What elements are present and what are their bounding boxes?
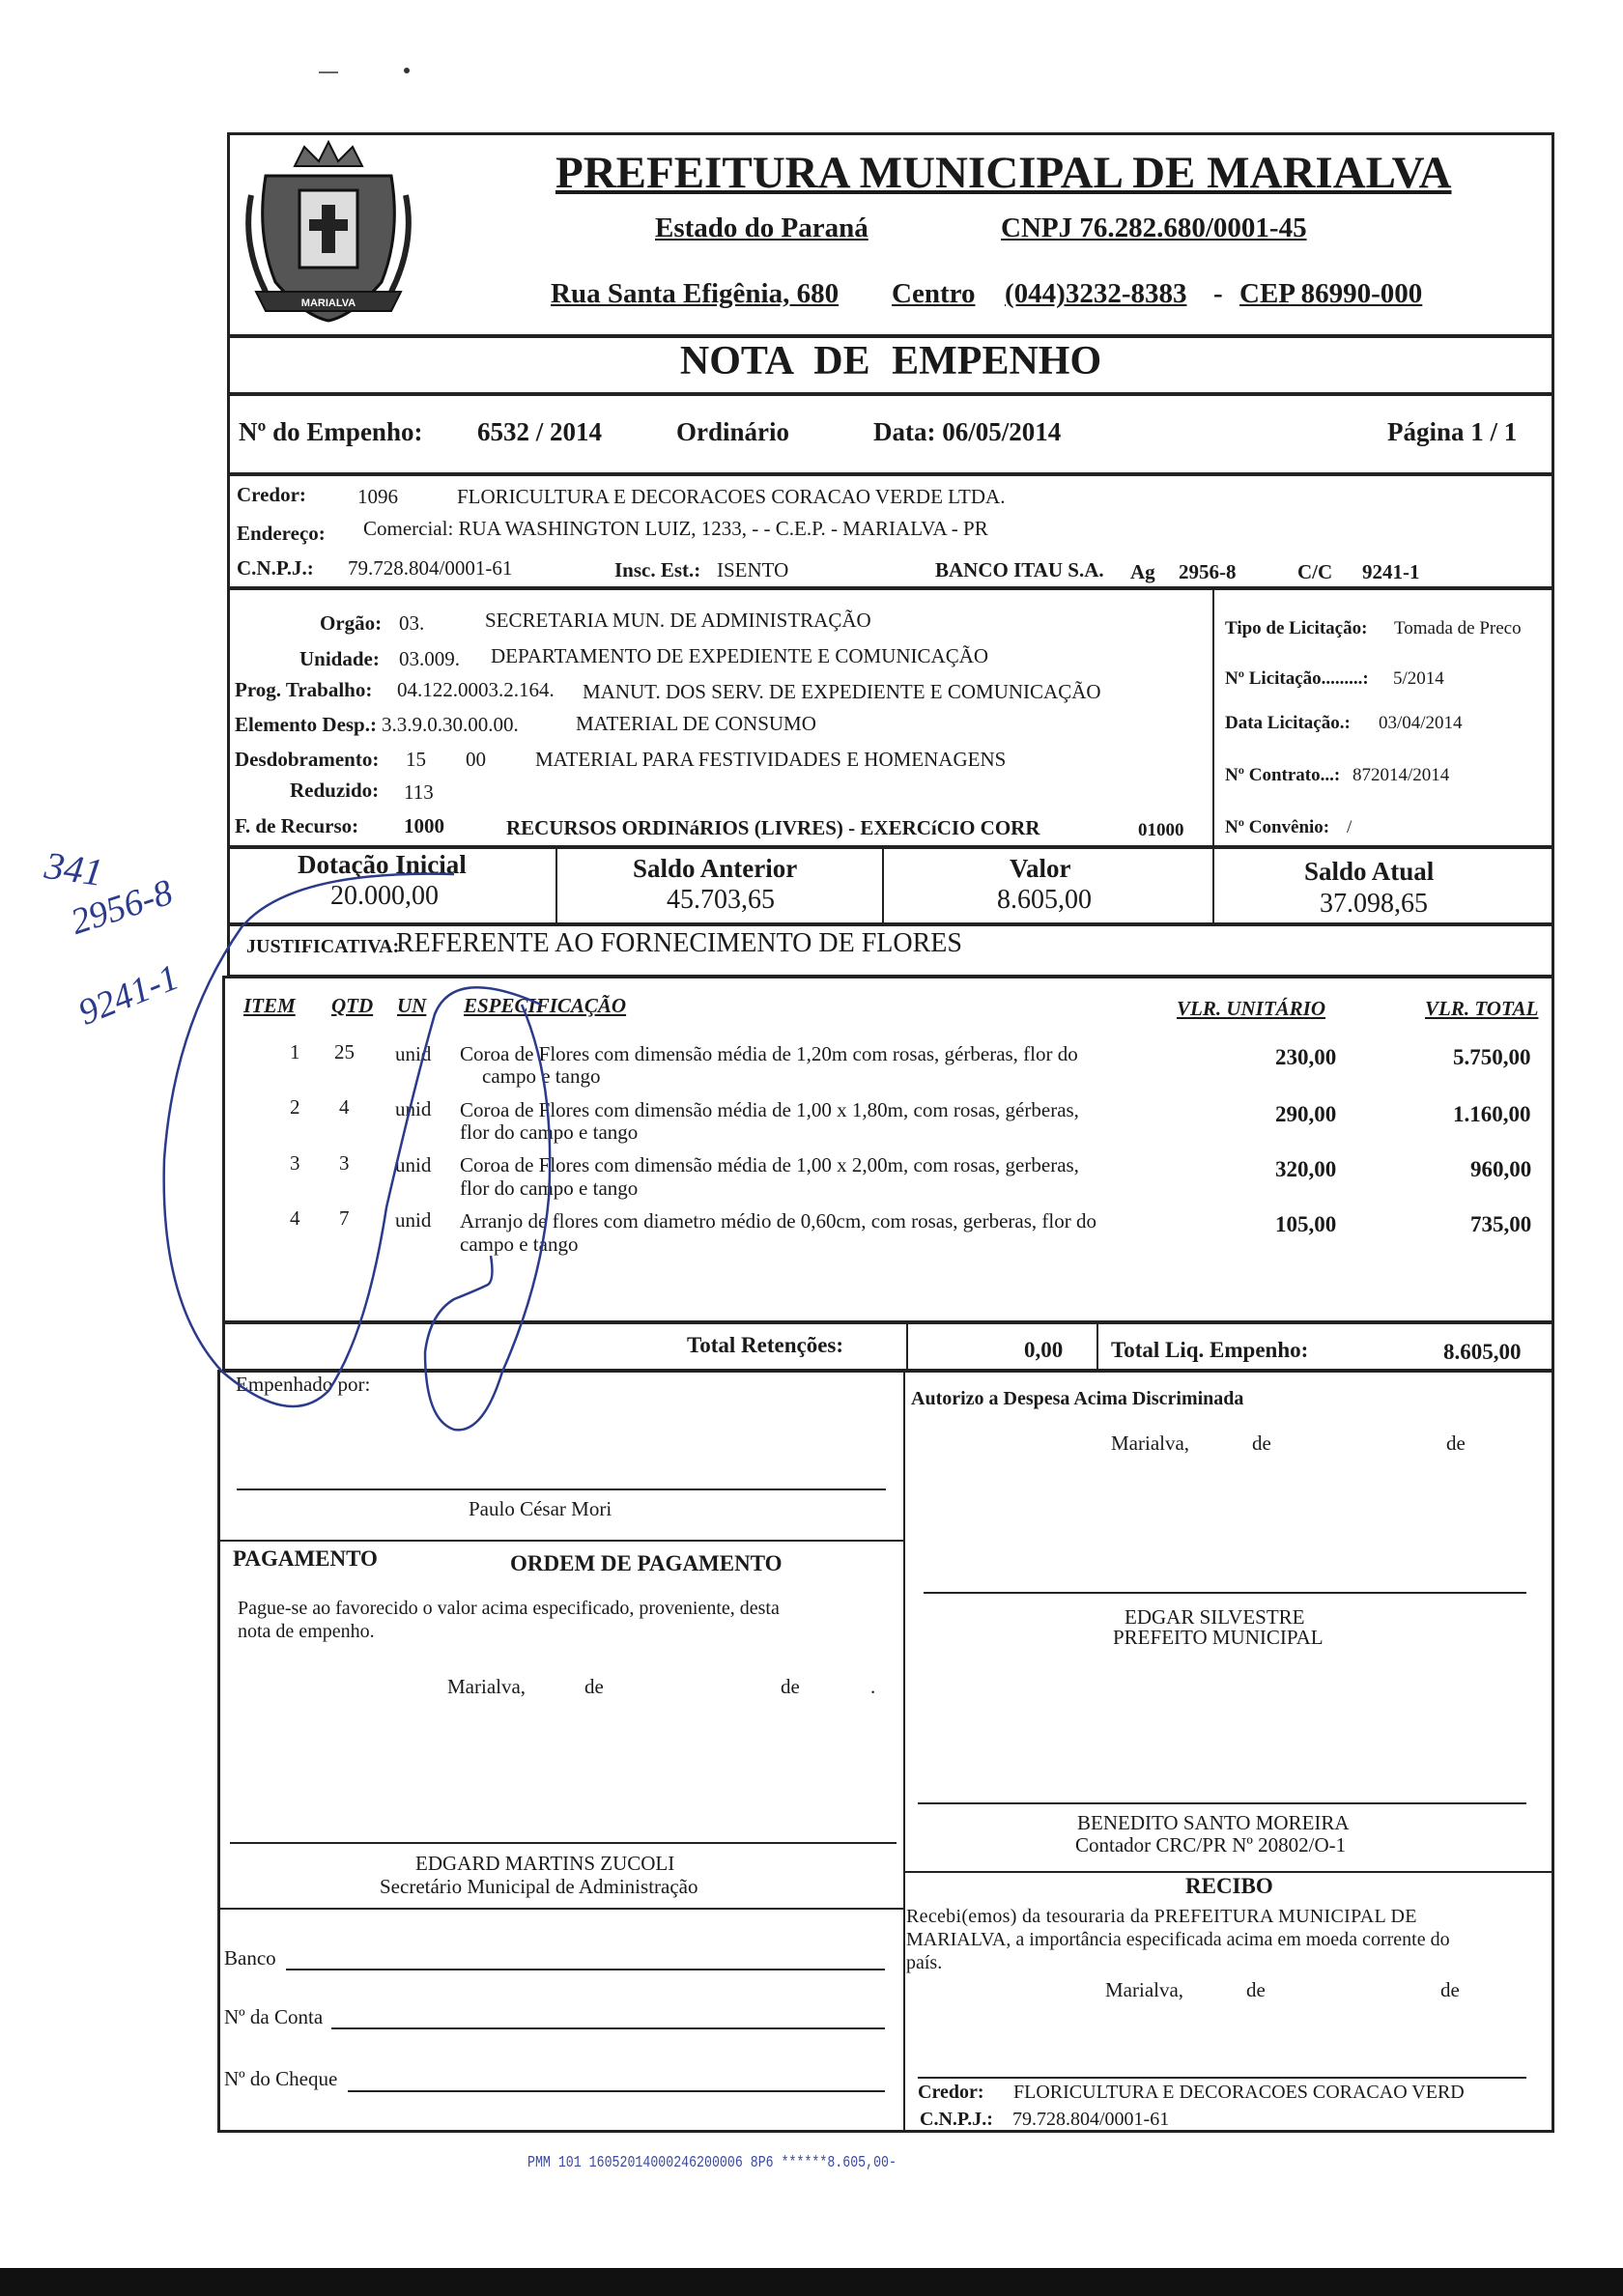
contador-name: BENEDITO SANTO MOREIRA — [1077, 1811, 1350, 1834]
handwritten-account: 9241-1 — [72, 956, 185, 1034]
dotacao-inicial-label: Dotação Inicial — [298, 850, 467, 879]
pagamento-city: Marialva, — [447, 1675, 527, 1698]
justificativa-text: REFERENTE AO FORNECIMENTO DE FLORES — [396, 928, 962, 958]
municipality-district: Centro — [892, 278, 976, 309]
elemento-label: Elemento Desp.: — [235, 713, 377, 736]
item-number: 4 — [290, 1206, 300, 1230]
svg-text:MARIALVA: MARIALVA — [300, 298, 356, 309]
payment-stamp: PMM 101 16052014000246200006 8P6 ******8.605,00- — [527, 2154, 897, 2172]
cheque-label: Nº do Cheque — [224, 2067, 338, 2090]
handwritten-agency: 2956-8 — [66, 871, 178, 943]
credor-cnpj: 79.728.804/0001-61 — [348, 556, 513, 580]
pagamento-label: PAGAMENTO — [233, 1546, 378, 1571]
signatures-box — [217, 1370, 1554, 2133]
handwritten-note: 341 — [42, 842, 106, 894]
item-qty: 3 — [339, 1151, 350, 1175]
saldo-anterior-value: 45.703,65 — [667, 885, 775, 915]
items-header-qtd: QTD — [331, 994, 374, 1017]
item-unit-type: unid — [395, 1042, 432, 1065]
pagamento-dot: . — [870, 1675, 876, 1698]
account-number: 9241-1 — [1362, 560, 1420, 583]
recurso-name: RECURSOS ORDINáRIOS (LIVRES) - EXERCíCIO CORR — [506, 816, 1040, 839]
credor-label: Credor: — [237, 483, 306, 506]
orgao-name: SECRETARIA MUN. DE ADMINISTRAÇÃO — [485, 609, 871, 632]
valor-label: Valor — [1010, 854, 1071, 883]
empenho-number-label: Nº do Empenho: — [239, 417, 423, 446]
divider — [219, 1908, 903, 1910]
secretario-name: EDGARD MARTINS ZUCOLI — [415, 1852, 675, 1875]
recibo-cnpj: 79.728.804/0001-61 — [1012, 2109, 1170, 2130]
signature-line — [918, 1802, 1526, 1804]
item-spec-line2: campo e tango — [460, 1233, 579, 1256]
recibo-credor-label: Credor: — [918, 2082, 984, 2103]
desdobramento-label: Desdobramento: — [235, 748, 380, 771]
item-number: 1 — [290, 1040, 300, 1063]
pagamento-text-line1: Pague-se ao favorecido o valor acima especificado, proveniente, desta — [238, 1598, 780, 1619]
recibo-cnpj-label: C.N.P.J.: — [920, 2109, 993, 2130]
prog-code: 04.122.0003.2.164. — [397, 678, 555, 701]
item-unit-price: 105,00 — [1275, 1212, 1337, 1236]
insc-value: ISENTO — [717, 558, 789, 581]
item-number: 3 — [290, 1151, 300, 1175]
pagamento-de1: de — [584, 1675, 604, 1698]
conta-line — [331, 2027, 885, 2029]
signature-line — [230, 1842, 897, 1844]
signature-line — [237, 1488, 886, 1490]
item-spec-line1: Coroa de Flores com dimensão média de 1,00 x 1,80m, com rosas, gérberas, — [460, 1098, 1079, 1121]
autorizo-city: Marialva, — [1111, 1431, 1190, 1455]
credor-name: FLORICULTURA E DECORACOES CORACAO VERDE LTDA. — [457, 485, 1006, 508]
recurso-code: 1000 — [404, 814, 444, 837]
licitacao-type: Tomada de Preco — [1394, 618, 1522, 638]
banco-label: Banco — [224, 1946, 276, 1970]
recibo-text-line3: país. — [906, 1952, 943, 1973]
municipality-cnpj: CNPJ 76.282.680/0001-45 — [1001, 213, 1307, 243]
municipal-crest-icon — [237, 137, 420, 330]
item-total: 5.750,00 — [1453, 1045, 1531, 1069]
autorizo-label: Autorizo a Despesa Acima Discriminada — [911, 1388, 1244, 1409]
secretario-role: Secretário Municipal de Administração — [380, 1875, 698, 1898]
items-box — [222, 976, 1554, 1323]
municipality-address: Rua Santa Efigênia, 680 — [551, 278, 840, 309]
reduzido-label: Reduzido: — [290, 779, 380, 802]
agency-label: Ag — [1130, 560, 1155, 583]
prefeito-name: EDGAR SILVESTRE — [1125, 1605, 1305, 1629]
item-unit-price: 290,00 — [1275, 1102, 1337, 1126]
divider — [555, 848, 557, 923]
licitacao-type-label: Tipo de Licitação: — [1225, 618, 1368, 638]
recibo-city: Marialva, — [1105, 1978, 1184, 2001]
page-number: Página 1 / 1 — [1387, 417, 1518, 446]
state-name: Estado do Paraná — [655, 213, 868, 243]
convenio-value: / — [1347, 817, 1352, 837]
item-spec-line1: Arranjo de flores com diametro médio de 0,60cm, com rosas, gerberas, flor do — [460, 1209, 1096, 1233]
reduzido-value: 113 — [404, 780, 434, 804]
licitacao-number-label: Nº Licitação.........: — [1225, 668, 1369, 689]
unidade-name: DEPARTAMENTO DE EXPEDIENTE E COMUNICAÇÃO — [491, 644, 989, 667]
pagamento-text-line2: nota de empenho. — [238, 1621, 375, 1642]
elemento-code: 3.3.9.0.30.00.00. — [382, 713, 519, 736]
municipality-title: PREFEITURA MUNICIPAL DE MARIALVA — [555, 148, 1452, 198]
item-unit-type: unid — [395, 1097, 432, 1120]
credor-address: Comercial: RUA WASHINGTON LUIZ, 1233, - - C.E.P. - MARIALVA - PR — [363, 517, 988, 540]
municipality-cep: CEP 86990-000 — [1239, 278, 1423, 309]
account-label: C/C — [1297, 560, 1333, 583]
divider — [219, 1540, 903, 1542]
divider — [903, 1372, 905, 2131]
autorizo-de2: de — [1446, 1431, 1466, 1455]
recibo-text-line1: Recebi(emos) da tesouraria da PREFEITURA MUNICIPAL DE — [906, 1906, 1417, 1927]
divider — [1212, 589, 1214, 846]
municipality-phone: (044)3232-8383 — [1005, 278, 1187, 309]
agency-number: 2956-8 — [1179, 560, 1237, 583]
item-unit-price: 230,00 — [1275, 1045, 1337, 1069]
empenho-number: 6532 / 2014 — [477, 417, 603, 446]
justificativa-label: JUSTIFICATIVA: — [246, 936, 400, 957]
saldo-atual-label: Saldo Atual — [1304, 857, 1435, 886]
item-spec-line2: campo e tango — [482, 1064, 601, 1088]
banco-line — [286, 1969, 885, 1970]
pagamento-de2: de — [781, 1675, 800, 1698]
prog-name: MANUT. DOS SERV. DE EXPEDIENTE E COMUNICAÇÃO — [583, 680, 1101, 703]
desdobramento-sub: 00 — [466, 748, 486, 771]
empenhado-name: Paulo César Mori — [469, 1497, 612, 1520]
liquido-value: 8.605,00 — [1443, 1340, 1522, 1364]
contrato-label: Nº Contrato...: — [1225, 765, 1341, 785]
item-spec-line2: flor do campo e tango — [460, 1176, 639, 1200]
recibo-de1: de — [1246, 1978, 1266, 2001]
item-total: 1.160,00 — [1453, 1102, 1531, 1126]
recibo-text-line2: MARIALVA, a importância especificada acima em moeda corrente do — [906, 1929, 1450, 1950]
item-number: 2 — [290, 1095, 300, 1119]
item-spec-line1: Coroa de Flores com dimensão média de 1,20m com rosas, gérberas, flor do — [460, 1042, 1078, 1065]
divider — [1096, 1323, 1098, 1370]
recurso-number: 01000 — [1138, 820, 1184, 840]
empenho-date: Data: 06/05/2014 — [873, 417, 1062, 446]
item-total: 960,00 — [1470, 1157, 1532, 1181]
elemento-name: MATERIAL DE CONSUMO — [576, 712, 816, 735]
autorizo-de1: de — [1252, 1431, 1271, 1455]
totals-box — [222, 1321, 1554, 1372]
orgao-code: 03. — [399, 611, 425, 635]
licitacao-date-label: Data Licitação.: — [1225, 713, 1351, 733]
signature-line — [918, 2077, 1526, 2079]
desdobramento-code: 15 — [406, 748, 426, 771]
item-spec-line1: Coroa de Flores com dimensão média de 1,00 x 2,00m, com rosas, gerberas, — [460, 1153, 1079, 1176]
saldo-anterior-label: Saldo Anterior — [633, 854, 798, 883]
item-unit-type: unid — [395, 1208, 432, 1232]
retencoes-label: Total Retenções: — [687, 1333, 844, 1357]
contrato-number: 872014/2014 — [1352, 765, 1450, 785]
empenho-type: Ordinário — [676, 417, 790, 446]
recibo-label: RECIBO — [1185, 1874, 1273, 1898]
divider — [882, 848, 884, 923]
conta-label: Nº da Conta — [224, 2005, 324, 2028]
credor-code: 1096 — [357, 485, 398, 508]
scan-speck — [319, 71, 338, 73]
saldo-atual-value: 37.098,65 — [1320, 889, 1428, 919]
desdobramento-name: MATERIAL PARA FESTIVIDADES E HOMENAGENS — [535, 748, 1007, 771]
address-label: Endereço: — [237, 522, 326, 545]
cheque-line — [348, 2090, 885, 2092]
licitacao-date: 03/04/2014 — [1379, 713, 1463, 733]
scan-speck — [404, 68, 410, 73]
items-header-item: ITEM — [243, 994, 296, 1017]
prog-label: Prog. Trabalho: — [235, 678, 373, 701]
item-unit-type: unid — [395, 1153, 432, 1176]
signature-line — [924, 1592, 1526, 1594]
unidade-label: Unidade: — [299, 647, 380, 670]
divider — [1212, 848, 1214, 923]
valor-value: 8.605,00 — [997, 885, 1092, 915]
doc-title: NOTA DE EMPENHO — [679, 339, 1102, 383]
separator: - — [1213, 278, 1223, 309]
items-header-unit: VLR. UNITÁRIO — [1177, 997, 1326, 1020]
item-qty: 25 — [334, 1040, 355, 1063]
prefeito-role: PREFEITO MUNICIPAL — [1113, 1626, 1324, 1649]
divider — [905, 1871, 1552, 1873]
retencoes-value: 0,00 — [1024, 1338, 1064, 1362]
contador-role: Contador CRC/PR Nº 20802/O-1 — [1075, 1833, 1347, 1857]
items-header-total: VLR. TOTAL — [1425, 997, 1539, 1020]
liquido-label: Total Liq. Empenho: — [1111, 1338, 1309, 1362]
recibo-de2: de — [1440, 1978, 1460, 2001]
ordem-pagamento-label: ORDEM DE PAGAMENTO — [510, 1551, 783, 1575]
item-unit-price: 320,00 — [1275, 1157, 1337, 1181]
recurso-label: F. de Recurso: — [235, 814, 359, 837]
scan-edge — [0, 2268, 1623, 2296]
empenhado-label: Empenhado por: — [236, 1373, 371, 1396]
item-qty: 7 — [339, 1206, 350, 1230]
unidade-code: 03.009. — [399, 647, 460, 670]
cnpj-label: C.N.P.J.: — [237, 556, 314, 580]
convenio-label: Nº Convênio: — [1225, 817, 1330, 837]
item-total: 735,00 — [1470, 1212, 1532, 1236]
dotacao-inicial-value: 20.000,00 — [330, 881, 439, 911]
insc-label: Insc. Est.: — [614, 558, 701, 581]
item-qty: 4 — [339, 1095, 350, 1119]
recibo-credor-name: FLORICULTURA E DECORACOES CORACAO VERD — [1013, 2082, 1465, 2103]
orgao-label: Orgão: — [320, 611, 383, 635]
items-header-un: UN — [397, 994, 427, 1017]
divider — [906, 1323, 908, 1370]
items-header-spec: ESPECIFICAÇÃO — [464, 994, 627, 1017]
licitacao-number: 5/2014 — [1393, 668, 1444, 689]
item-spec-line2: flor do campo e tango — [460, 1120, 639, 1144]
bank-name: BANCO ITAU S.A. — [935, 558, 1104, 581]
